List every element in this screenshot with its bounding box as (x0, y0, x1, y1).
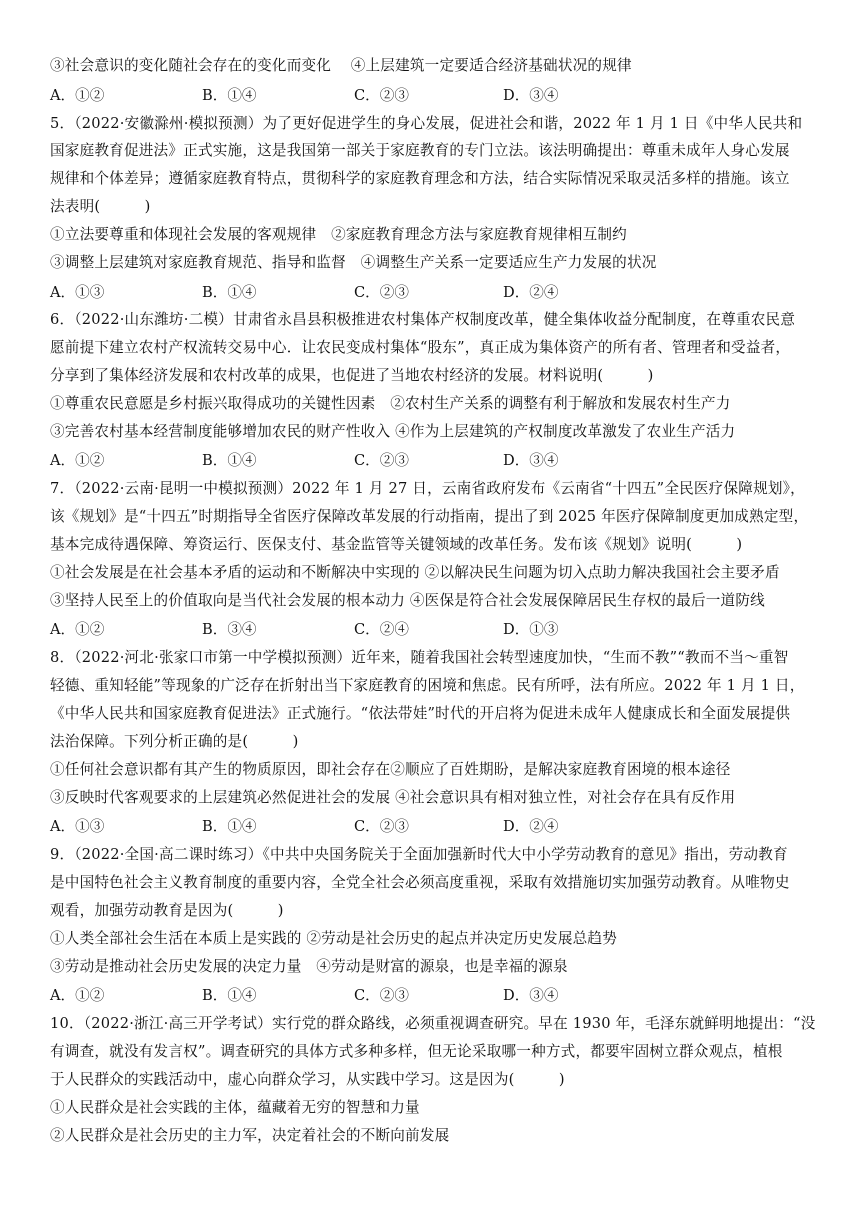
q8-stem-line: 法治保障。下列分析正确的是( ) (50, 733, 299, 750)
q5-option-d: D．②④ (503, 284, 559, 301)
q10-statement-line: ②人民群众是社会历史的主力军，决定着社会的不断向前发展 (50, 1127, 450, 1144)
q6-stem-line: 愿前提下建立农村产权流转交易中心．让农民变成村集体“股东”，真正成为集体资产的所有者、管理者和受益者， (50, 339, 791, 356)
q5-stem-line: 规律和个体差异；遵循家庭教育特点，贯彻科学的家庭教育理念和方法，结合实际情况采取灵活多样的措施。该立 (50, 170, 790, 187)
q7-option-d: D．①③ (503, 621, 559, 638)
q4-options (50, 86, 830, 106)
q8-options (50, 817, 830, 837)
q7-statement-line: ①社会发展是在社会基本矛盾的运动和不断解决中实现的 ②以解决民生问题为切入点助力解决我国社会主要矛盾 (50, 564, 780, 581)
q9-option-d: D．③④ (503, 987, 559, 1004)
q4-option-a: A．①② (50, 87, 105, 104)
q9-stem-line: 观看，加强劳动教育是因为( ) (50, 902, 284, 919)
q8-option-d: D．②④ (503, 818, 559, 835)
q8-option-c: C．②③ (354, 818, 409, 835)
q5-options (50, 283, 830, 303)
q5-stem-line: 5．（2022·安徽滁州·模拟预测）为了更好促进学生的身心发展，促进社会和谐，2022 年 1 月 1 日《中华人民共和 (50, 115, 803, 132)
q7-option-a: A．①② (50, 621, 105, 638)
q6-options (50, 451, 830, 471)
q7-stem-line: 7．（2022·云南·昆明一中模拟预测）2022 年 1 月 27 日，云南省政府发布《云南省“十四五”全民医疗保障规划》， (50, 480, 805, 497)
q4-option-b: B．①④ (202, 87, 257, 104)
q7-statement-line: ③坚持人民至上的价值取向是当代社会发展的根本动力 ④医保是符合社会发展保障居民生存权的最后一道防线 (50, 592, 765, 609)
q9-statement-line: ③劳动是推动社会历史发展的决定力量 ④劳动是财富的源泉，也是幸福的源泉 (50, 958, 568, 975)
q6-option-a: A．①② (50, 452, 105, 469)
q7-option-c: C．②④ (354, 621, 409, 638)
q8-option-b: B．①④ (202, 818, 257, 835)
q9-option-c: C．②③ (354, 987, 409, 1004)
q5-stem-line: 国家庭教育促进法》正式实施，这是我国第一部关于家庭教育的专门立法。该法明确提出：尊重未成年人身心发展 (50, 142, 790, 159)
q10-stem-line: 于人民群众的实践活动中，虚心向群众学习，从实践中学习。这是因为( ) (50, 1071, 565, 1088)
q9-stem-line: 9．（2022·全国·高二课时练习）《中共中央国务院关于全面加强新时代大中小学劳动教育的意见》指出，劳动教育 (50, 846, 788, 863)
q8-statement-line: ③反映时代客观要求的上层建筑必然促进社会的发展 ④社会意识具有相对独立性，对社会存在具有反作用 (50, 789, 736, 806)
q5-statement-line: ①立法要尊重和体现社会发展的客观规律 ②家庭教育理念方法与家庭教育规律相互制约 (50, 226, 627, 243)
q6-option-c: C．②③ (354, 452, 409, 469)
q8-option-a: A．①③ (50, 818, 105, 835)
q4-option-d: D．③④ (503, 87, 559, 104)
q6-option-d: D．③④ (503, 452, 559, 469)
q4-statement-line: ③社会意识的变化随社会存在的变化而变化 ④上层建筑一定要适合经济基础状况的规律 (50, 57, 632, 74)
q4-option-c: C．②③ (354, 87, 409, 104)
q10-stem-line: 有调查，就没有发言权”。调查研究的具体方式多种多样，但无论采取哪一种方式，都要牢固树立群众观点，植根 (50, 1043, 783, 1060)
q6-stem-line: 分享到了集体经济发展和农村改革的成果，也促进了当地农村经济的发展。材料说明( ) (50, 367, 654, 384)
q6-statement-line: ③完善农村基本经营制度能够增加农民的财产性收入 ④作为上层建筑的产权制度改革激发了农业生产活力 (50, 423, 736, 440)
q8-stem-line: 《中华人民共和国家庭教育促进法》正式施行。“依法带娃”时代的开启将为促进未成年人健康成长和全面发展提供 (50, 705, 791, 722)
q7-stem-line: 基本完成待遇保障、筹资运行、医保支付、基金监管等关键领域的改革任务。发布该《规划》说明( ) (50, 536, 743, 553)
q9-options (50, 986, 830, 1006)
q9-option-a: A．①② (50, 987, 105, 1004)
q7-option-b: B．③④ (202, 621, 257, 638)
q5-option-a: A．①③ (50, 284, 105, 301)
q6-stem-line: 6．（2022·山东潍坊·二模）甘肃省永昌县积极推进农村集体产权制度改革，健全集体收益分配制度，在尊重农民意 (50, 311, 796, 328)
q8-statement-line: ①任何社会意识都有其产生的物质原因，即社会存在②顺应了百姓期盼，是解决家庭教育困境的根本途径 (50, 761, 731, 778)
q6-option-b: B．①④ (202, 452, 257, 469)
q8-stem-line: 8．（2022·河北·张家口市第一中学模拟预测）近年来，随着我国社会转型速度加快，“生而不教”“教而不当～重智 (50, 649, 789, 666)
q8-stem-line: 轻德、重知轻能”等现象的广泛存在折射出当下家庭教育的困境和焦虑。民有所呼，法有所应。2022 年 1 月 1 日， (50, 677, 805, 694)
q7-stem-line: 该《规划》是“十四五”时期指导全省医疗保障改革发展的行动指南，提出了到 2025 年医疗保障制度更加成熟定型， (50, 508, 809, 525)
q9-statement-line: ①人类全部社会生活在本质上是实践的 ②劳动是社会历史的起点并决定历史发展总趋势 (50, 930, 618, 947)
q5-statement-line: ③调整上层建筑对家庭教育规范、指导和监督 ④调整生产关系一定要适应生产力发展的状况 (50, 254, 657, 271)
q5-stem-line: 法表明( ) (50, 198, 151, 215)
q10-stem-line: 10．（2022·浙江·高三开学考试）实行党的群众路线，必须重视调查研究。早在 1930 年，毛泽东就鲜明地提出：“没 (50, 1015, 816, 1032)
q6-statement-line: ①尊重农民意愿是乡村振兴取得成功的关键性因素 ②农村生产关系的调整有利于解放和发展农村生产力 (50, 395, 731, 412)
q7-options (50, 620, 830, 640)
q9-stem-line: 是中国特色社会主义教育制度的重要内容，全党全社会必须高度重视，采取有效措施切实加强劳动教育。从唯物史 (50, 874, 790, 891)
q9-option-b: B．①④ (202, 987, 257, 1004)
q5-option-c: C．②③ (354, 284, 409, 301)
q10-statement-line: ①人民群众是社会实践的主体，蕴藏着无穷的智慧和力量 (50, 1099, 420, 1116)
q5-option-b: B．①④ (202, 284, 257, 301)
